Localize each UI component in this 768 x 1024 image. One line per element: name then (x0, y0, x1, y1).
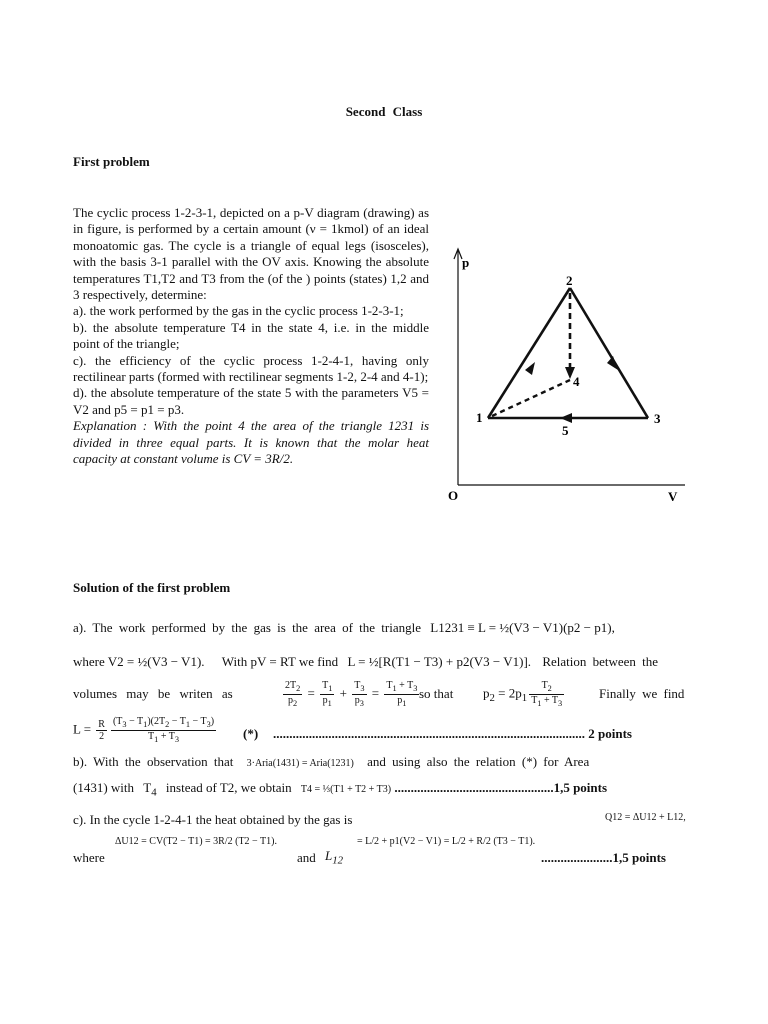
L12-formula: = L/2 + p1(V2 − V1) = L/2 + R/2 (T3 − T1). (357, 836, 536, 847)
solution-b-text: b). With the observation that (73, 754, 234, 769)
solution-c-row2 (73, 834, 723, 867)
finally-text: Finally we find (599, 686, 685, 701)
arrow-3-1-icon (560, 413, 572, 423)
problem-statement (73, 205, 429, 468)
points-c: ......................1,5 points (541, 850, 666, 865)
solution-a-row (73, 620, 723, 636)
solution-b-text2: and using also the relation (*) for Area (367, 754, 590, 769)
solution-L-row (73, 716, 723, 748)
v-axis-label: V (668, 489, 678, 504)
arrow-1-2-icon (525, 362, 535, 375)
L-formula: L = ½[R(T1 − T3) + p2(V3 − V1)]. (347, 654, 532, 669)
solution-c-text: c). In the cycle 1-2-4-1 the heat obtained by the gas is (73, 812, 353, 827)
area-formula: 3·Aria(1431) = Aria(1231) (246, 758, 354, 769)
page-title: Second Class (345, 104, 423, 119)
solution-b-line2b: instead of T2, we obtain (165, 780, 292, 795)
problem-item-d: d). the absolute temperature of the state 5 with the parameters V5 = V2 and p5 = p1 = p3. (73, 385, 429, 417)
star-label: (*) (243, 726, 259, 741)
point-1-label: 1 (476, 410, 483, 425)
points-a: ................................................................................................ 2 points (273, 726, 632, 741)
points-b: .................................................1,5 points (394, 780, 608, 795)
volumes-text: volumes may be writen as (73, 686, 233, 701)
solution-heading: Solution of the first problem (73, 580, 231, 595)
solution-v2-row (73, 654, 723, 670)
problem-item-b: b). the absolute temperature T4 in the state 4, i.e. in the middle point of the triangle; (73, 319, 429, 352)
point-5-label: 5 (562, 423, 569, 438)
point-2-label: 2 (566, 273, 573, 288)
dU-formula: ΔU12 = CV(T2 − T1) = 3R/2 (T2 − T1). (115, 836, 277, 847)
L-result-formula: L = $\frac{R}{2}$ $\frac{(T_3 - T_1)(2T_2 - T_1 - T_3)}{T_1 + T_3}$ (73, 716, 215, 744)
origin-label: O (448, 488, 459, 503)
solution-a-text: a). The work performed by the gas is the area of the triangle (73, 620, 421, 635)
problem-item-c: c). the efficiency of the cyclic process 1-2-4-1, having only rectilinear parts (formed with rectilinear segments 1-2, 2-4 and 4-1); (73, 352, 429, 385)
pv-diagram (440, 245, 700, 515)
point-4-label: 4 (573, 374, 580, 389)
solution-b-row (73, 754, 723, 770)
where-v2-formula: where V2 = ½(V3 − V1). (73, 654, 205, 669)
p2-formula: $p_2 = 2p_1$ $\frac{T_2}{T_1 + T_3}$ (483, 680, 563, 708)
solution-b-row2: (1431) with $T_4$ instead of T2, we obtain T4 = ⅓(T1 + T2 + T3) .................................................1,5 points (73, 780, 608, 799)
and-text: and (297, 850, 316, 865)
with-pv-text: With pV = RT we find (221, 654, 339, 669)
p-axis-label: p (462, 255, 470, 270)
problem-explanation: Explanation : With the point 4 the area of the triangle 1231 is divided in three equal parts. It is known that the molar heat capacity at constant volume is CV = 3R/2. (73, 418, 429, 467)
problem-item-a: a). the work performed by the gas in the cyclic process 1-2-3-1; (73, 303, 404, 319)
L12-label: $L_{12}$ (325, 848, 344, 867)
T4-formula: T4 = ⅓(T1 + T2 + T3) (300, 784, 392, 795)
segment-4-1 (492, 380, 570, 416)
problem-intro: The cyclic process 1-2-3-1, depicted on a p-V diagram (drawing) as in figure, is performed by a certain amount (ν = 1kmol) of an ideal monoatomic gas. The cycle is a triangle of equal legs (isosceles), with the basis 3-1 parallel with the OV axis. Knowing the absolute temperatures T1,T2 and T3 from the (of the ) points (states) 1,2 and 3 respectively, determine: (73, 205, 429, 303)
volume-relation-formula: $\frac{2T_2}{p_2}$ = $\frac{T_1}{p_1}$ + $\frac{T_3}{p_3}$ = $\frac{T_1 + T_3}{p_1}$ (285, 680, 418, 708)
work-formula: L1231 ≡ L = ½(V3 − V1)(p2 − p1), (430, 620, 615, 635)
Q-formula: Q12 = ΔU12 + L12, (605, 812, 686, 823)
point-3-label: 3 (654, 411, 661, 426)
problem-heading: First problem (73, 154, 150, 169)
segment-2-3 (570, 288, 648, 418)
solution-c-row (73, 812, 723, 828)
so-that-text: so that (419, 686, 454, 701)
relation-text: Relation between the (542, 654, 659, 669)
where-text: where (73, 850, 105, 865)
solution-b-line2a: (1431) with (73, 780, 135, 795)
solution-volumes-row (73, 680, 723, 710)
